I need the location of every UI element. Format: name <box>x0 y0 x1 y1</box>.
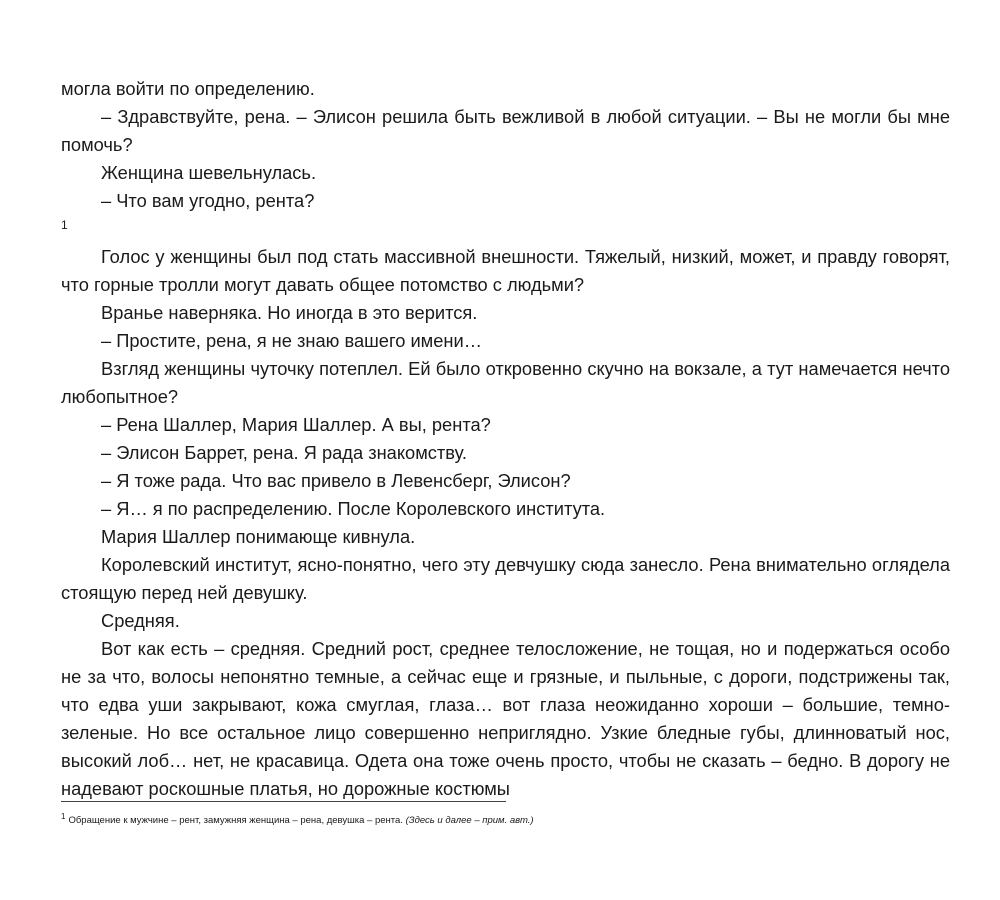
paragraph: Королевский институт, ясно-понятно, чего эту девчушку сюда занесло. Рена внимательно оглядела стоящую перед ней девушку. <box>61 554 950 603</box>
paragraph: – Здравствуйте, рена. – Элисон решила быть вежливой в любой ситуации. – Вы не могли бы мне помочь? <box>61 106 950 155</box>
paragraph: – Я… я по распределению. После Королевского института. <box>101 498 606 519</box>
paragraph: Женщина шевельнулась. <box>101 162 317 183</box>
body-text <box>61 75 950 803</box>
footnote-note: (Здесь и далее – прим. авт.) <box>405 815 534 826</box>
footnote-reference: 1 <box>61 218 68 232</box>
paragraph: могла войти по определению. <box>61 78 315 99</box>
paragraph: Вранье наверняка. Но иногда в это верится. <box>101 302 478 323</box>
paragraph: Взгляд женщины чуточку потеплел. Ей было откровенно скучно на вокзале, а тут намечается нечто любопытное? <box>61 358 950 407</box>
footnote <box>61 810 950 828</box>
footnote-text: Обращение к мужчине – рент, замужняя женщина – рена, девушка – рента. <box>68 815 403 826</box>
paragraph: – Я тоже рада. Что вас привело в Левенсберг, Элисон? <box>101 470 571 491</box>
paragraph: – Рена Шаллер, Мария Шаллер. А вы, рента? <box>101 414 491 435</box>
paragraph: Голос у женщины был под стать массивной внешности. Тяжелый, низкий, может, и правду говорят, что горные тролли могут давать общее потомство с людьми? <box>61 246 950 295</box>
paragraph: – Элисон Баррет, рена. Я рада знакомству. <box>101 442 467 463</box>
paragraph: – Что вам угодно, рента? <box>101 190 315 211</box>
paragraph: Мария Шаллер понимающе кивнула. <box>101 526 416 547</box>
footnote-divider <box>61 801 506 802</box>
footnote-marker: 1 <box>61 812 66 821</box>
paragraph: Средняя. <box>101 610 180 631</box>
paragraph: – Простите, рена, я не знаю вашего имени… <box>101 330 483 351</box>
paragraph: Вот как есть – средняя. Средний рост, среднее телосложение, не тощая, но и подержаться особо не за что, волосы непонятно темные, а сейчас еще и грязные, и пыльные, с дороги, подстрижены так, что едва уши закрывают, кожа смуглая, глаза… вот глаза неожиданно хороши – большие, темно-зеленые. Но все остальное лицо совершенно неприглядно. Узкие бледные губы, длинноватый нос, высокий лоб… нет, не красавица. Одета она тоже очень просто, чтобы не сказать – бедно. В дорогу не надевают роскошные платья, но дорожные костюмы <box>61 638 950 799</box>
